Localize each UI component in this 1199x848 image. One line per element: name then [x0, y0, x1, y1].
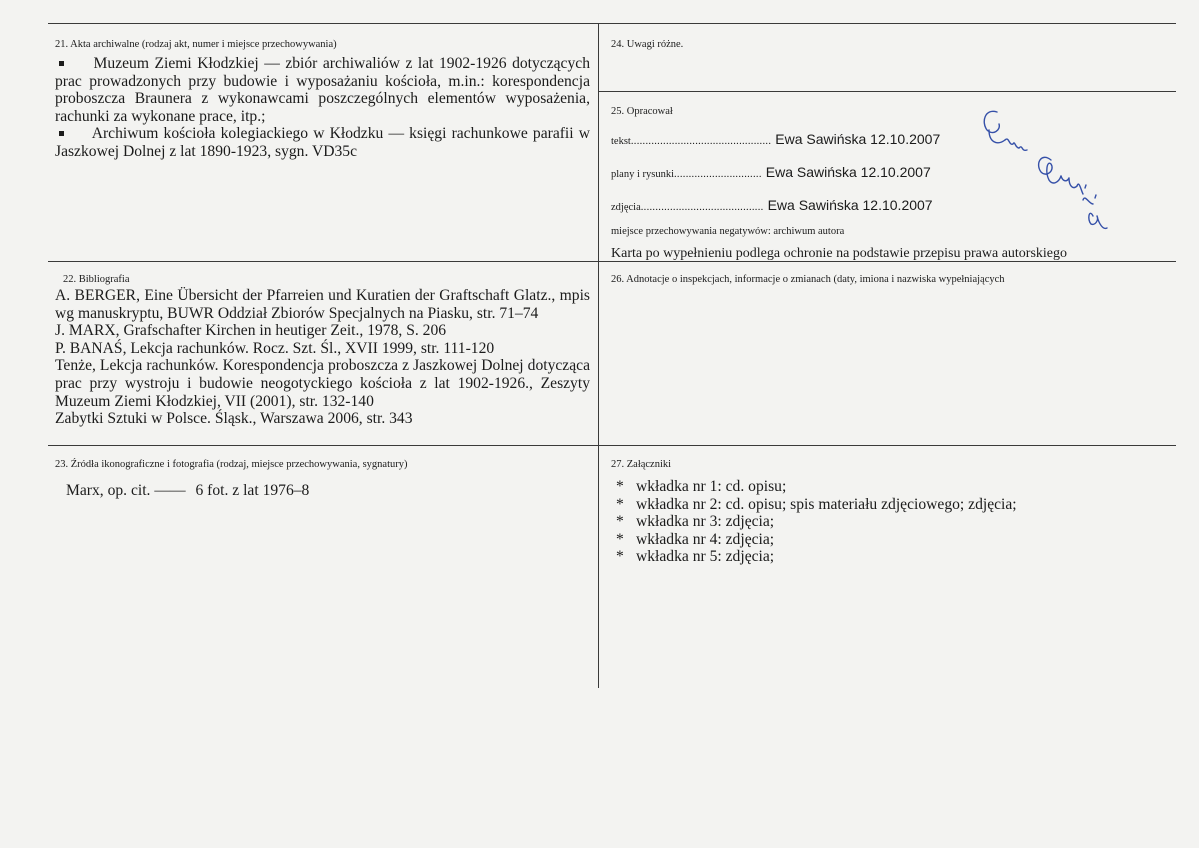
author-value: Ewa Sawińska 12.10.2007 — [775, 131, 941, 147]
author-row-plans: plany i rysunki.............................. Ewa Sawińska 12.10.2007 — [611, 164, 931, 180]
section-23-label: 23. Źródła ikonograficzne i fotografia (rodzaj, miejsce przechowywania, sygnatury) — [55, 459, 408, 470]
author-row-text: tekst................................................ Ewa Sawińska 12.10.2007 — [611, 131, 941, 147]
section-22-label: 22. Bibliografia — [63, 274, 130, 285]
author-row-photos: zdjęcia.......................................... Ewa Sawińska 12.10.2007 — [611, 197, 933, 213]
section-25-label: 25. Opracował — [611, 106, 673, 117]
author-value: Ewa Sawińska 12.10.2007 — [767, 197, 933, 213]
bibliography-entry: Zabytki Sztuki w Polsce. Śląsk., Warszawa 2006, str. 343 — [55, 410, 413, 428]
section-21 — [55, 38, 590, 161]
asterisk-bullet-icon: * — [616, 513, 624, 531]
bibliography-entry: Tenże, Lekcja rachunków. Korespondencja proboszcza z Jaszkowej Dolnej dotycząca prac przy wystroju i budowie neogotyckiego kościoła z lat 1902-1926., Zeszyty Muzeum Ziemi Kłodzkiej, VII (2001), str. 132-140 — [55, 357, 590, 410]
asterisk-bullet-icon: * — [616, 530, 624, 548]
section-21-label: 21. Akta archiwalne (rodzaj akt, numer i miejsce przechowywania) — [55, 39, 337, 50]
attachment-item: * wkładka nr 2: cd. opisu; spis materiału zdjęciowego; zdjęcia; — [616, 495, 1017, 513]
section-26-label: 26. Adnotacje o inspekcjach, informacje o zmianach (daty, imiona i nazwiska wypełniających — [611, 274, 1005, 285]
asterisk-bullet-icon: * — [616, 548, 624, 566]
attachments-list — [616, 478, 1017, 566]
attachment-item: * wkładka nr 3: zdjęcia; — [616, 513, 775, 531]
section-27 — [611, 458, 1017, 566]
attachment-item: * wkładka nr 1: cd. opisu; — [616, 478, 787, 495]
rule-24-25 — [598, 91, 1176, 92]
bibliography-entry: J. MARX, Grafschafter Kirchen in heutiger Zeit., 1978, S. 206 — [55, 322, 447, 340]
section-24-label: 24. Uwagi różne. — [611, 39, 684, 50]
archive-item-1: Muzeum Ziemi Kłodzkiej — zbiór archiwaliów z lat 1902-1926 dotyczących prac prowadzonych przy budowie i wyposażaniu kościoła, m.in.: korespondencja proboszcza Braunera z wykonawcami poszczególnych elementów wyposażenia, rachunki za wykonane prace, itp.; — [55, 55, 590, 125]
iconographic-source: Marx, op. cit. —— 6 fot. z lat 1976–8 — [66, 482, 310, 499]
attachment-item: * wkładka nr 5: zdjęcia; — [616, 548, 775, 566]
archive-item-2: Archiwum kościoła kolegiackiego w Kłodzku — księgi rachunkowe parafii w Jaszkowej Dolnej z lat 1890-1923, sygn. VD35c — [55, 125, 590, 160]
column-divider — [598, 23, 599, 688]
bullet-square-icon — [59, 61, 64, 66]
copyright-note: Karta po wypełnieniu podlega ochronie na podstawie przepisu prawa autorskiego — [611, 246, 1068, 261]
author-value: Ewa Sawińska 12.10.2007 — [765, 164, 931, 180]
bullet-square-icon — [59, 131, 64, 136]
negatives-location: miejsce przechowywania negatywów: archiwum autora — [611, 226, 845, 237]
asterisk-bullet-icon: * — [616, 478, 624, 495]
asterisk-bullet-icon: * — [616, 495, 624, 513]
rule-row-3 — [48, 445, 1176, 446]
section-27-label: 27. Załączniki — [611, 459, 672, 470]
top-rule — [48, 23, 1176, 24]
handwritten-signature — [975, 100, 1115, 250]
bibliography-list — [55, 287, 590, 428]
attachment-item: * wkładka nr 4: zdjęcia; — [616, 530, 775, 548]
section-22 — [55, 273, 590, 428]
bibliography-entry: A. BERGER, Eine Übersicht der Pfarreien und Kuratien der Graftschaft Glatz., mpis wg manuskryptu, BUWR Oddział Zbiorów Specjalnych na Piasku, str. 71–74 — [55, 287, 590, 322]
bibliography-entry: P. BANAŚ, Lekcja rachunków. Rocz. Szt. Śl., XVII 1999, str. 111-120 — [55, 339, 495, 357]
